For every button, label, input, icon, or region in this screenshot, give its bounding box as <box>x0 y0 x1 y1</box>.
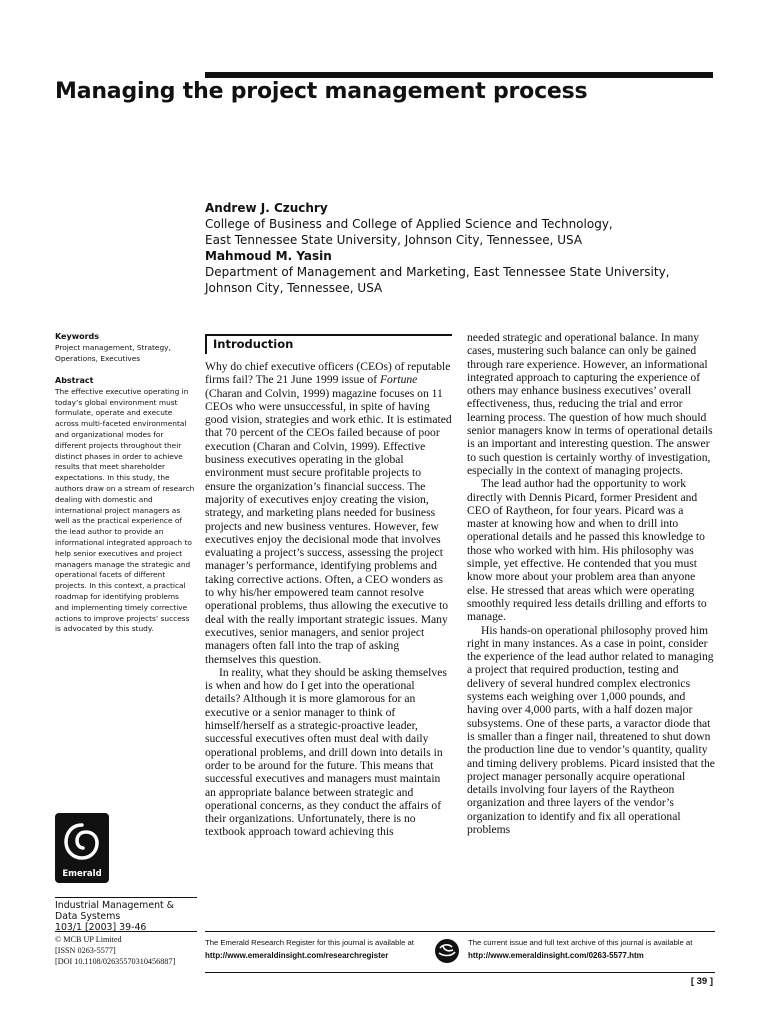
footer-link[interactable]: http://www.emeraldinsight.com/researchregister <box>205 951 389 960</box>
author-affiliation: Department of Management and Marketing, East Tennessee State University, <box>205 265 670 279</box>
abstract-heading: Abstract <box>55 376 94 385</box>
paragraph: His hands-on operational philosophy proved him right in many instances. As a case in point, consider the experience of the lead author related to managing a project that required production, testing and delivery of several hundred complex electronics systems each weighing over 1,000 pounds, and having over 4,000 parts, with a half dozen major subsystems. One of these parts, a varactor diode that is smaller than a finger nail, threatened to shut down the production line due to vendor’s quantity, quality and timing delivery problems. Picard insisted that the project manager personally acquire operational details involving four layers of the Raytheon organization and three layers of the vendor’s organization to identify and fix all operational problems <box>467 623 715 836</box>
article-title: Managing the project management process <box>55 79 588 104</box>
journal-info <box>55 897 197 933</box>
author-affiliation: Johnson City, Tennessee, USA <box>205 281 383 295</box>
abstract-text: The effective executive operating in today’s global environment must formulate, operate and execute across multi-faceted environmental and organizational modes for different projects throughout their distinct phases in order to achieve results that meet shareholder expectations. In this study, the authors draw on a stream of research dealing with domestic and international project managers as well as the practical experience of the lead author to provide an informational integrated approach to help senior executives and project managers manage the strategic and operational facets of different projects. In this context, a practical roadmap for identifying problems and implementing timely corrective actions to improve projects’ success is advocated by this study. <box>55 386 195 634</box>
paragraph-text: Why do chief executive officers (CEOs) of reputable firms fail? The 21 June 1999 issue of <box>205 360 451 387</box>
title-rule <box>205 72 713 78</box>
body-column-2 <box>467 331 715 836</box>
italic-text: Fortune <box>379 373 418 387</box>
keywords-heading: Keywords <box>55 332 100 341</box>
author-name: Andrew J. Czuchry <box>205 201 328 215</box>
journal-name: Industrial Management & <box>55 900 174 911</box>
author-block <box>205 200 725 296</box>
journal-volume: 103/1 [2003] 39-46 <box>55 922 147 933</box>
journal-name: Data Systems <box>55 911 121 922</box>
footer-text: The current issue and full text archive of this journal is available at <box>468 938 693 947</box>
emerald-logo <box>55 813 109 883</box>
section-heading: Introduction <box>213 337 294 351</box>
emerald-globe-icon <box>434 938 460 964</box>
footer-rule <box>205 931 715 932</box>
journal-ids <box>55 931 197 967</box>
copyright: © MCB UP Limited <box>55 935 122 944</box>
author-name: Mahmoud M. Yasin <box>205 249 332 263</box>
paragraph: The lead author had the opportunity to work directly with Dennis Picard, former President and CEO of Raytheon, for four years. Picard was a master at knowing how and when to drill into operational details and he passed this knowledge to those who worked with him. His philosophy was simple, yet effective. He contended that you must know more about your problem area than anyone else. He stressed that areas which were operating smoothly required less details drilling and efforts to manage. <box>467 477 707 624</box>
footer-archive <box>468 936 718 962</box>
page-number: [ 39 ] <box>690 976 713 987</box>
keywords-block <box>55 332 195 364</box>
paragraph <box>205 360 452 666</box>
keywords-text: Project management, Strategy, Operations, Executives <box>55 342 171 363</box>
paragraph: needed strategic and operational balance. In many cases, mustering such balance can only be gained through rare experience. However, an informational integrated approach to capturing the experience of others may enhance business executives’ overall effectiveness, thus, reducing the trial and error learning process. The question of how much should senior managers know in terms of operational details is an important and interesting question. The answer to such question is certainly worthy of investigation, especially in the context of managing projects. <box>467 331 713 477</box>
author-affiliation: East Tennessee State University, Johnson City, Tennessee, USA <box>205 233 583 247</box>
abstract-block <box>55 376 195 635</box>
logo-label: Emerald <box>62 869 102 879</box>
paragraph: In reality, what they should be asking themselves is when and how do I get into the operational details? Although it is more glamorous for an executive or a senior manager to think of himself/herself as a strategic-proactive leader, successful executives often must deal with daily operational problems, and drill down into details in order to be around for the future. This means that successful executives and managers must maintain an appropriate balance between strategic and operational concerns, as they conduct the affairs of their organizations. Unfortunately, there is no textbook approach toward achieving this <box>205 665 447 839</box>
paragraph-text: (Charan and Colvin, 1999) magazine focuses on 11 CEOs who were unsuccessful, in spite of having good vision, strategies and work ethic. It is estimated that 70 percent of the CEOs failed because of poor execution (Charan and Colvin, 1999). Effective business executives operating in the global environment must secure profitable projects to ensure the organization’s financial success. The majority of executives enjoy creating the vision, strategy, and marketing plans needed for business projects and new business ventures. However, few executives enjoy the decisional mode that involves evaluating a project’s success, assessing the project manager’s performance, identifying problems and taking corrective actions. Often, a CEO wonders as to why his/her empowered team cannot resolve operational problems, thus allowing the executive to deal with the really important strategic issues. Many executives, senior managers, and senior project managers often fall into the trap of asking themselves this question. <box>205 386 452 666</box>
emerald-spiral-icon <box>55 813 109 869</box>
doi: [DOI 10.1108/02635570310456887] <box>55 957 176 966</box>
footer-link[interactable]: http://www.emeraldinsight.com/0263-5577.htm <box>468 951 644 960</box>
issn: [ISSN 0263-5577] <box>55 946 116 955</box>
bottom-rule <box>205 972 715 973</box>
footer-text: The Emerald Research Register for this journal is available at <box>205 938 414 947</box>
footer-research-register <box>205 936 430 962</box>
body-column-1 <box>205 360 452 839</box>
author-affiliation: College of Business and College of Applied Science and Technology, <box>205 217 613 231</box>
